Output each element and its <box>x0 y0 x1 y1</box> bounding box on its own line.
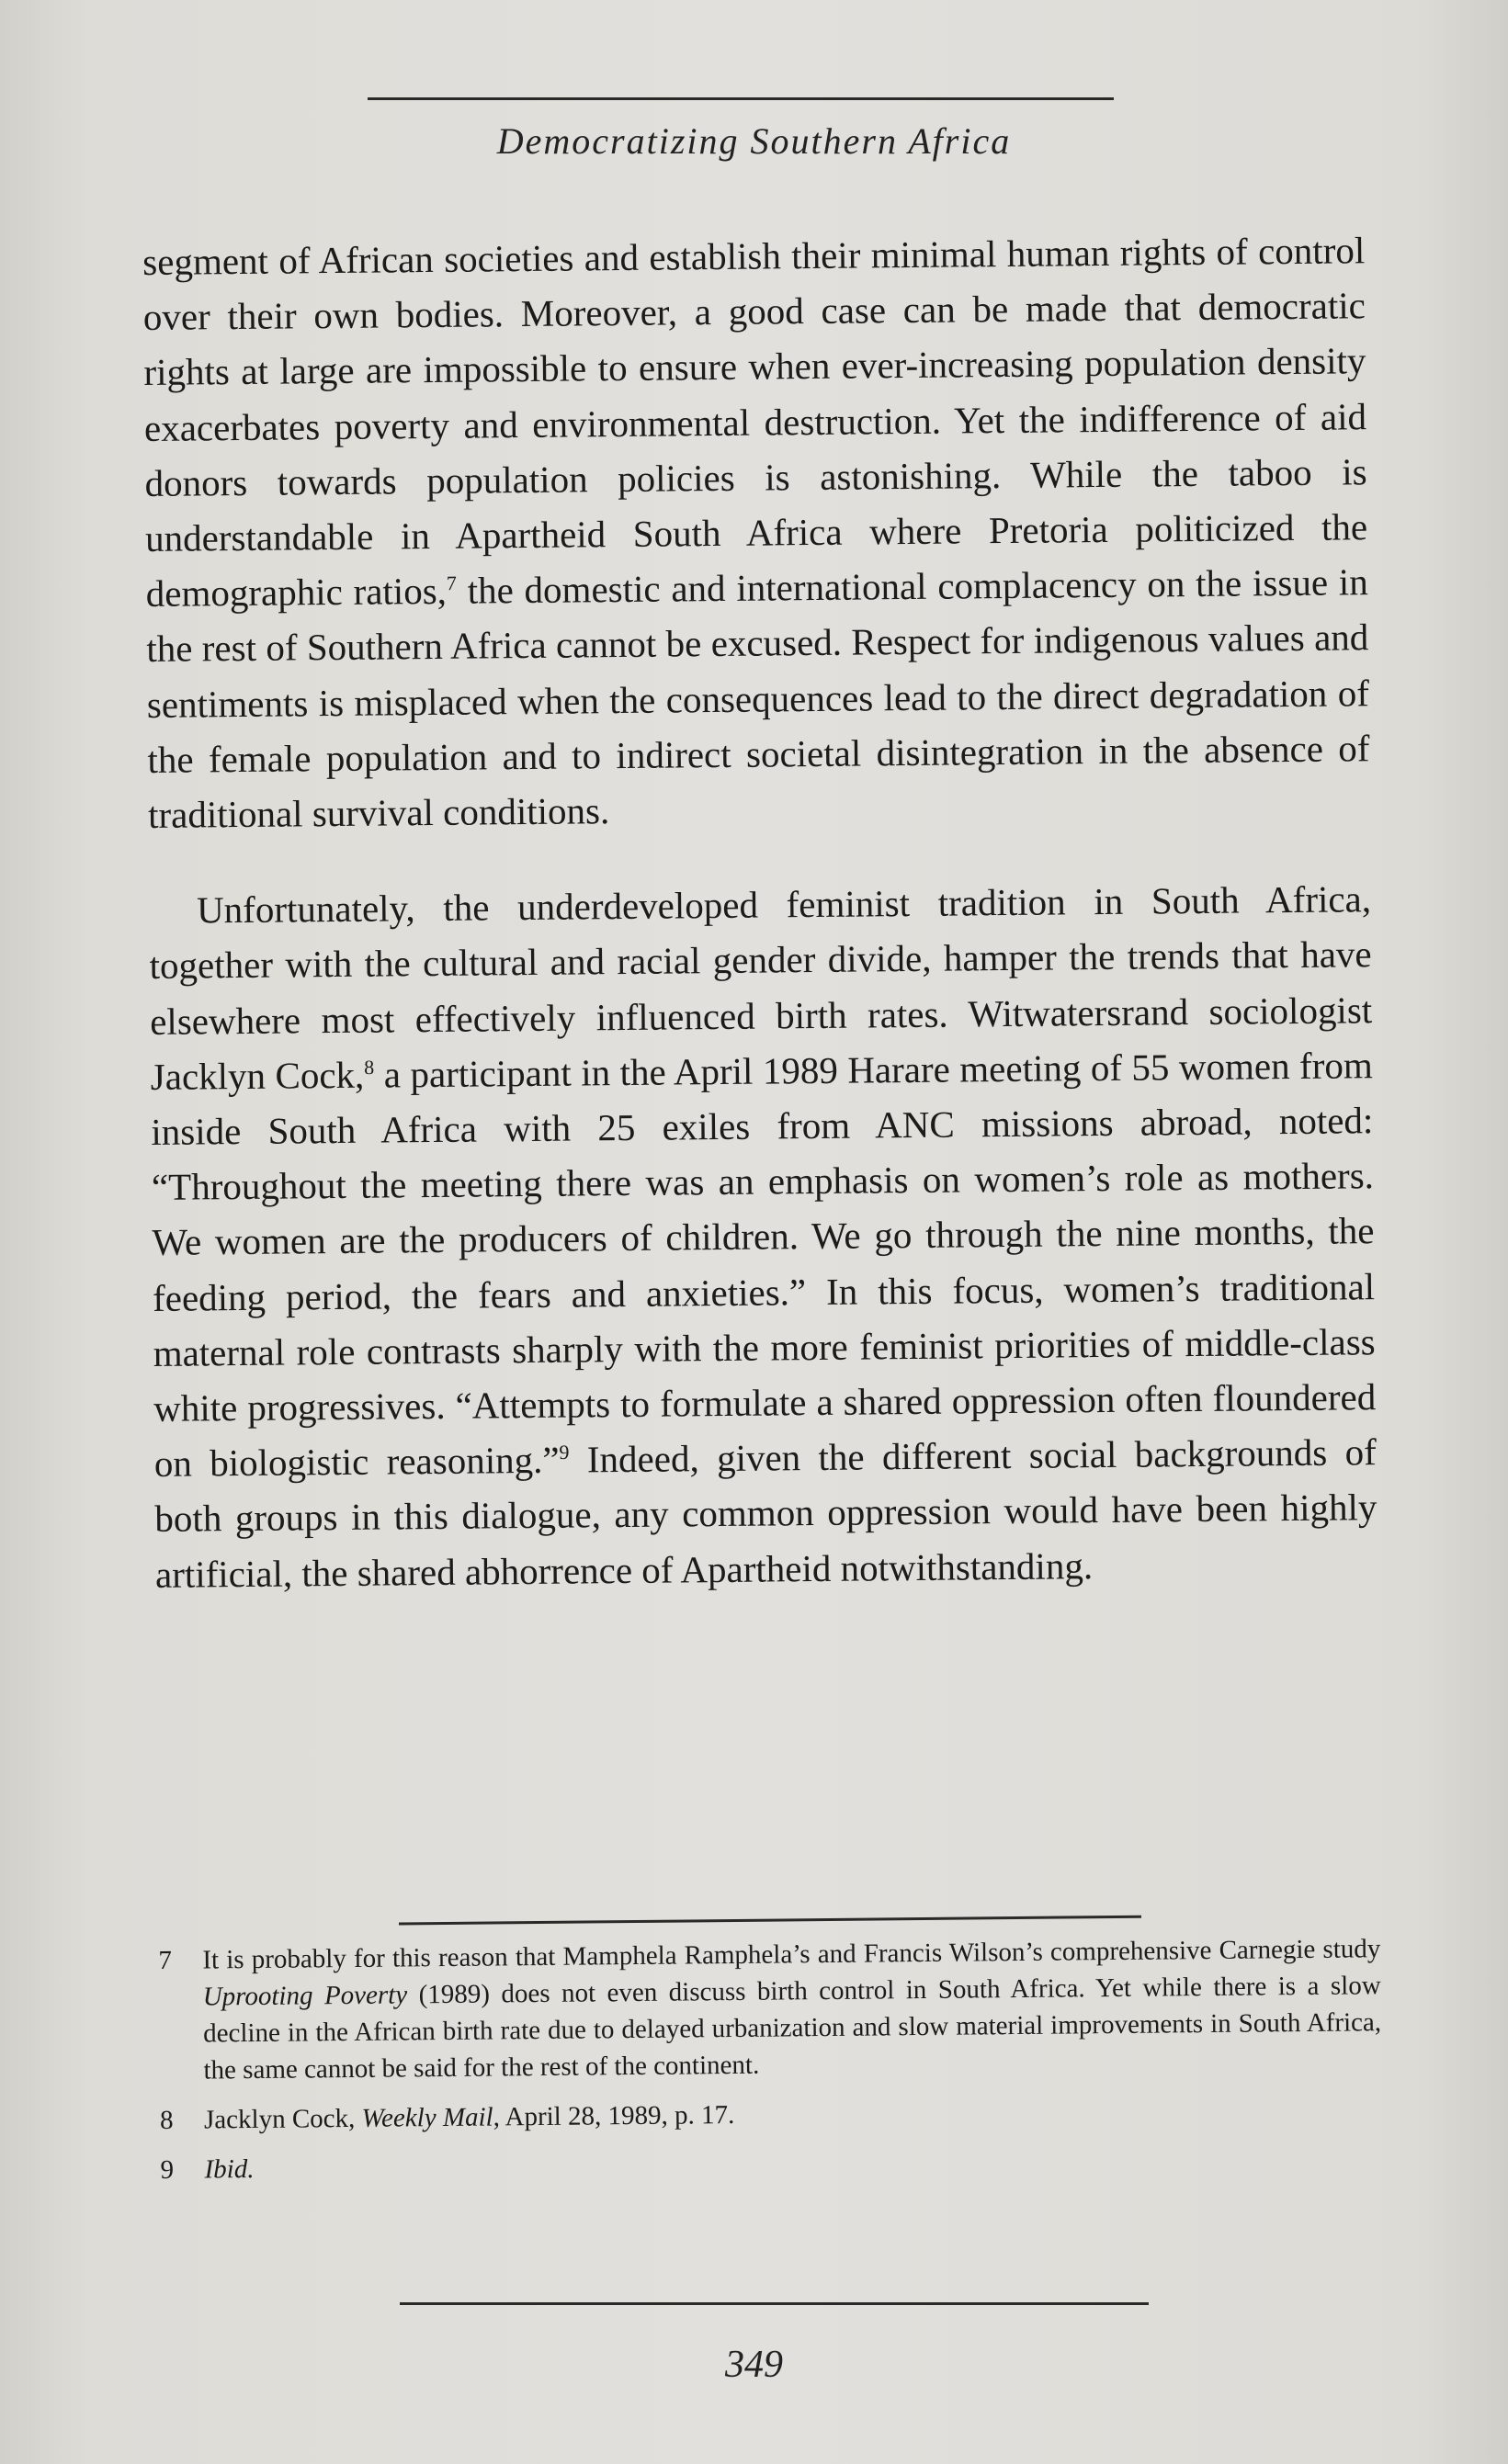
footnote-text <box>202 1930 1381 2088</box>
paragraph-1-text-continued: the domestic and international complacency on the issue in the rest of Southern Africa cannot be excused. Respect for indigenous values and sentiments is misplaced when the consequences lead to the direct degradation of the female population and to indirect societal disintegration in the absence of traditional survival conditions. <box>146 560 1370 837</box>
footnote-title: Uprooting Poverty <box>202 1980 408 2012</box>
footnote-ref-8[interactable]: 8 <box>364 1055 375 1079</box>
footnotes <box>158 1913 1383 2201</box>
footnote-rule <box>399 1916 1141 1926</box>
footnote-text-part: , April 28, 1989, p. 17. <box>493 2099 735 2132</box>
footnote-8 <box>160 2090 1382 2139</box>
footnote-text-part: (1989) does not even discuss birth control in South Africa. Yet while there is a slow decline in the African birth rate due to delayed urbanization and slow material improvements in South Africa, the same cannot be said for the rest of the continent. <box>202 1971 1382 2085</box>
header-rule <box>368 97 1114 100</box>
running-head: Democratizing Southern Africa <box>496 120 1012 162</box>
paragraph-2-text-continued: a participant in the April 1989 Harare meeting of 55 women from inside South Africa with 25 exiles from ANC missions abroad, noted: “Throughout the meeting there was an emphasis on women’s role as mothers. We women are the producers of children. We go through the nine months, the feeding period, the fears and anxieties.” In this focus, women’s traditional maternal role contrasts sharply with the more feminist priorities of middle-class white progressives. “Attempts to formulate a shared oppression often floundered on biologistic reasoning.” <box>151 1044 1377 1486</box>
paragraph-1 <box>142 222 1370 842</box>
footnote-7 <box>158 1930 1381 2089</box>
paragraph-2-text-end: Indeed, given the different social backgrounds of both groups in this dialogue, any common oppression would have been highly artificial, the shared abhorrence of Apartheid notwithstanding. <box>154 1430 1378 1596</box>
footnote-number: 7 <box>158 1945 173 1975</box>
footnote-text <box>204 2090 1382 2138</box>
footnote-text-part: Jacklyn Cock, <box>203 2103 362 2135</box>
page-number: 349 <box>725 2344 783 2386</box>
body-text <box>142 222 1378 1602</box>
footnote-number: 9 <box>160 2154 175 2185</box>
footnote-title: Weekly Mail <box>361 2102 493 2133</box>
footnote-number: 8 <box>159 2105 174 2135</box>
footnote-text <box>204 2140 1382 2187</box>
footnote-ref-9[interactable]: 9 <box>559 1441 570 1464</box>
footnote-ref-7[interactable]: 7 <box>446 571 457 595</box>
paragraph-2 <box>149 871 1378 1601</box>
footnote-title: Ibid. <box>204 2154 255 2185</box>
footnote-9 <box>160 2140 1382 2188</box>
paragraph-1-text: segment of African societies and establish their minimal human rights of control over their own bodies. Moreover, a good case can be made that democratic rights at large are impossible to ensure when ever-increasing population density exacerbates poverty and environmental destruction. Yet the indifference of aid donors towards population policies is astonishing. While the taboo is understandable in Apartheid South Africa where Pretoria politicized the demographic ratios, <box>142 229 1368 616</box>
footnote-text-part: It is probably for this reason that Mamphela Ramphela’s and Francis Wilson’s comprehensive Carnegie study <box>202 1934 1381 1975</box>
paragraph-2-text: Unfortunately, the underdeveloped feminist tradition in South Africa, together with the cultural and racial gender divide, hamper the trends that have elsewhere most effectively influenced birth rates. Witwatersrand sociologist Jacklyn Cock, <box>149 877 1373 1098</box>
footer-rule <box>400 2302 1149 2305</box>
